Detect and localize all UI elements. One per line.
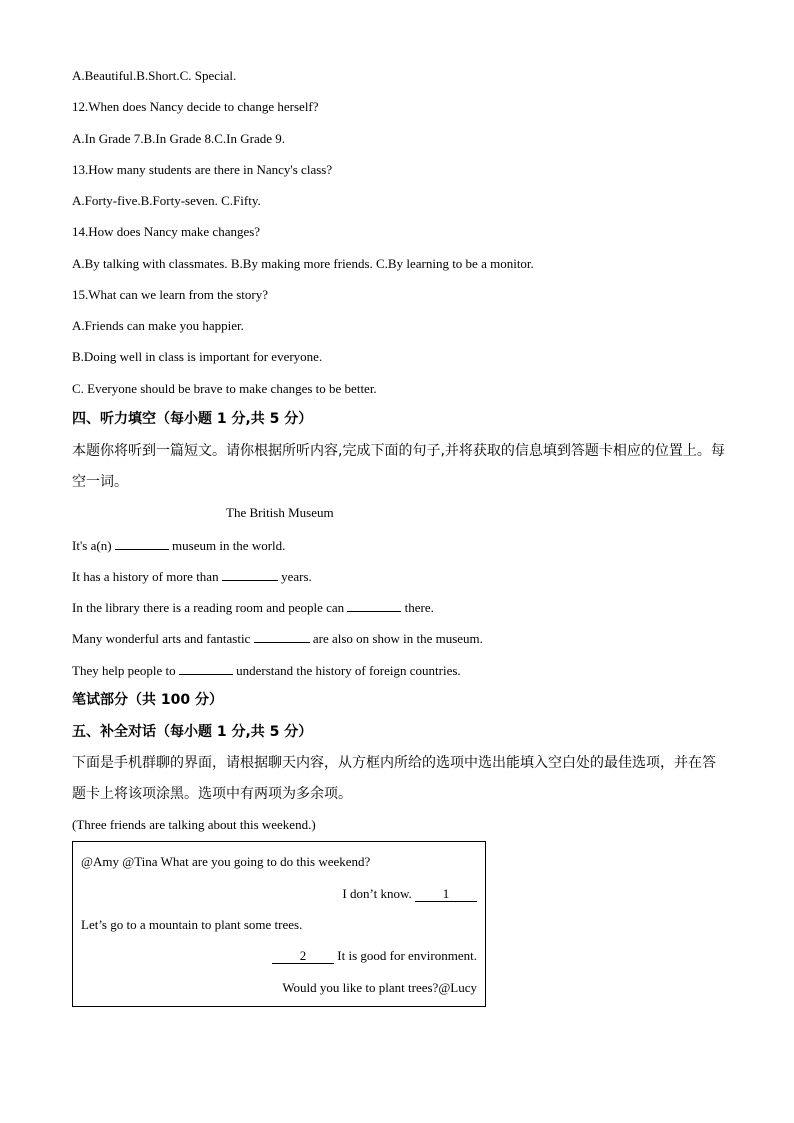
q15-option-a: A.Friends can make you happier. — [72, 318, 244, 333]
sentence-5-blank — [179, 662, 233, 675]
section5-context: (Three friends are talking about this weekend.) — [72, 817, 316, 832]
sentence-3-post: there. — [401, 600, 434, 615]
chat-message-5: Would you like to plant trees?@Lucy — [282, 980, 477, 995]
q14-question: 14.How does Nancy make changes? — [72, 224, 261, 239]
sentence-2-post: years. — [277, 569, 312, 584]
chat-blank-1: 1 — [415, 887, 477, 902]
section4-instruction-line2: 空一词。 — [72, 474, 128, 490]
sentence-1-post: museum in the world. — [168, 538, 286, 553]
chat-message-4-text: It is good for environment. — [334, 948, 477, 963]
sentence-5 — [72, 662, 461, 678]
sentence-1-pre: It's a(n) — [72, 538, 115, 553]
sentence-3-blank — [347, 599, 401, 612]
sentence-4-pre: Many wonderful arts and fantastic — [72, 631, 254, 646]
sentence-2-blank — [222, 568, 278, 581]
section5-instruction-line2: 题卡上将该项涂黑。选项中有两项为多余项。 — [72, 786, 352, 802]
passage-title: The British Museum — [226, 505, 334, 520]
chat-box — [72, 841, 486, 1007]
q13-question: 13.How many students are there in Nancy's class? — [72, 162, 333, 177]
section5-instruction-line1: 下面是手机群聊的界面，请根据聊天内容，从方框内所给的选项中选出能填入空白处的最佳选项，并在答 — [72, 755, 716, 771]
section4-instruction-line1: 本题你将听到一篇短文。请你根据所听内容,完成下面的句子,并将获取的信息填到答题卡相应的位置上。每 — [72, 443, 725, 459]
written-heading: 笔试部分（共 100 分） — [72, 692, 223, 708]
q11-options: A.Beautiful.B.Short.C. Special. — [72, 68, 237, 83]
q12-question: 12.When does Nancy decide to change herself? — [72, 99, 319, 114]
chat-message-3: Let’s go to a mountain to plant some trees. — [81, 917, 303, 932]
section4-heading: 四、听力填空（每小题 1 分,共 5 分） — [72, 411, 313, 427]
q15-option-c: C. Everyone should be brave to make changes to be better. — [72, 381, 377, 396]
sentence-1 — [72, 537, 285, 553]
q13-options: A.Forty-five.B.Forty-seven. C.Fifty. — [72, 193, 261, 208]
sentence-1-blank — [115, 537, 169, 550]
q14-options: A.By talking with classmates. B.By making more friends. C.By learning to be a monitor. — [72, 256, 534, 271]
q15-question: 15.What can we learn from the story? — [72, 287, 269, 302]
chat-message-2-text: I don’t know. — [342, 886, 415, 901]
sentence-3 — [72, 599, 434, 615]
sentence-4-post: are also on show in the museum. — [309, 631, 483, 646]
sentence-3-pre: In the library there is a reading room and people can — [72, 600, 348, 615]
chat-message-1: @Amy @Tina What are you going to do this weekend? — [81, 854, 371, 869]
chat-message-4 — [272, 948, 477, 964]
sentence-5-post: understand the history of foreign countries. — [232, 663, 461, 678]
chat-message-2 — [342, 886, 477, 902]
q15-option-b: B.Doing well in class is important for everyone. — [72, 349, 323, 364]
sentence-2-pre: It has a history of more than — [72, 569, 222, 584]
sentence-4 — [72, 630, 483, 646]
sentence-4-blank — [254, 630, 310, 643]
sentence-2 — [72, 568, 312, 584]
chat-blank-2: 2 — [272, 949, 334, 964]
q12-options: A.In Grade 7.B.In Grade 8.C.In Grade 9. — [72, 131, 285, 146]
sentence-5-pre: They help people to — [72, 663, 179, 678]
section5-heading: 五、补全对话（每小题 1 分,共 5 分） — [72, 724, 313, 740]
